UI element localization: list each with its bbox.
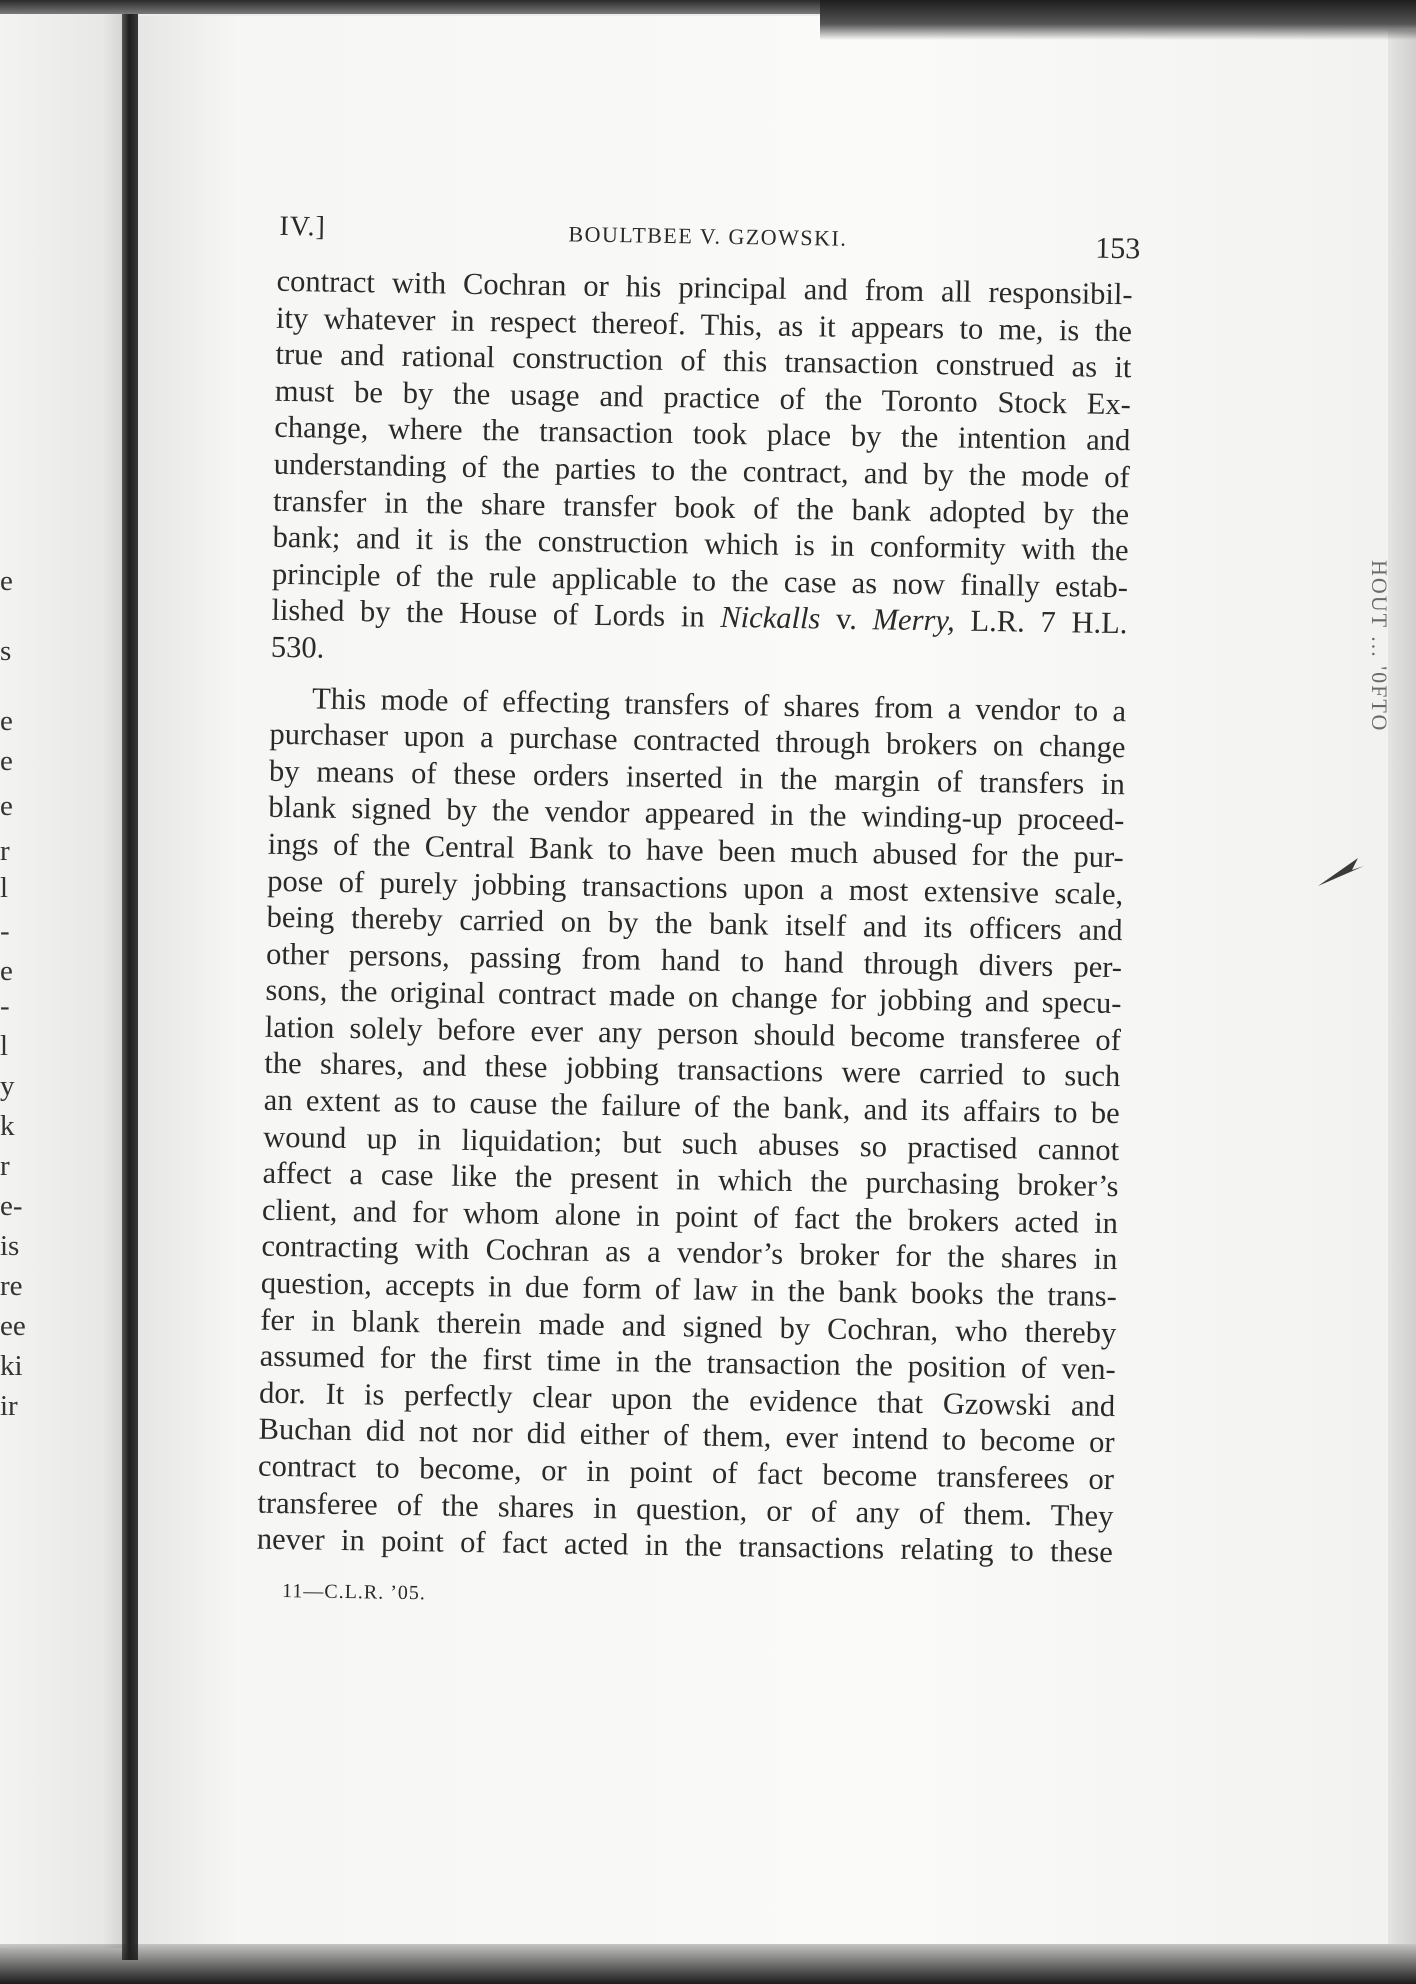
paragraph-2 bbox=[257, 679, 1127, 1571]
running-title: BOULTBEE V. GZOWSKI. bbox=[568, 221, 848, 251]
text-line: client, and for whom alone in point of fact the brokers acted in bbox=[261, 1192, 1119, 1240]
facing-fragment: e bbox=[0, 790, 13, 822]
text-line: lation solely before ever any person should become transferee of bbox=[264, 1009, 1122, 1058]
page-number: 153 bbox=[1095, 231, 1141, 266]
facing-fragment: - bbox=[0, 915, 10, 947]
facing-fragment: e bbox=[0, 705, 13, 737]
facing-fragment: y bbox=[0, 1070, 15, 1102]
text-line: question, accepts in due form of law in the bank books the trans- bbox=[260, 1265, 1118, 1314]
citation-lead: lished by the House of Lords in bbox=[271, 593, 721, 635]
text-line: transferee of the shares in question, or of any of them. They bbox=[257, 1485, 1114, 1533]
text-line: dor. It is perfectly clear upon the evidence that Gzowski and bbox=[258, 1375, 1116, 1423]
facing-fragment: re bbox=[0, 1270, 23, 1302]
text-line: assumed for the first time in the transaction the position of ven- bbox=[259, 1338, 1116, 1387]
text-line: blank signed by the vendor appeared in the winding-up proceed- bbox=[268, 790, 1125, 838]
text-line: never in point of fact acted in the transactions relating to these bbox=[256, 1521, 1114, 1570]
book-spine bbox=[122, 0, 138, 1960]
case-name-plaintiff: Nickalls bbox=[720, 600, 821, 636]
page-edge bbox=[1388, 30, 1416, 1944]
facing-fragment: e bbox=[0, 565, 13, 597]
facing-fragment: - bbox=[0, 990, 10, 1022]
facing-fragment: e- bbox=[0, 1190, 23, 1222]
bleed-through-text: HOUT ... '0FTO bbox=[1367, 560, 1392, 733]
text-line: transfer in the share transfer book of the bank adopted by the bbox=[272, 483, 1130, 531]
facing-page bbox=[0, 8, 128, 1948]
scan-border-top-right bbox=[820, 0, 1416, 40]
facing-fragment: ki bbox=[0, 1350, 23, 1382]
facing-fragment: k bbox=[0, 1110, 15, 1142]
facing-fragment: r bbox=[0, 1150, 10, 1182]
text-line: ings of the Central Bank to have been much abused for the pur- bbox=[267, 826, 1124, 875]
law-report-citation: L.R. 7 H.L. bbox=[954, 603, 1128, 641]
paragraph-1 bbox=[271, 263, 1133, 679]
text-line: wound up in liquidation; but such abuses so practised cannot bbox=[262, 1119, 1120, 1167]
ink-mark bbox=[1312, 840, 1372, 900]
text-line: fer in blank therein made and signed by Cochran, who thereby bbox=[260, 1302, 1117, 1350]
text-line: being thereby carried on by the bank itself and its officers and bbox=[266, 899, 1123, 948]
text-line: understanding of the parties to the contract, and by the mode of bbox=[273, 446, 1130, 495]
text-line: 530. bbox=[270, 629, 325, 665]
facing-fragment: ir bbox=[0, 1390, 18, 1422]
signature-mark: 11—C.L.R. ’05. bbox=[281, 1579, 427, 1605]
chapter-marker: IV.] bbox=[279, 210, 327, 243]
facing-fragment: is bbox=[0, 1230, 20, 1262]
text-line: bank; and it is the construction which is in conformity with the bbox=[272, 519, 1129, 568]
case-versus: v. bbox=[820, 601, 873, 637]
text-line: other persons, passing from hand to hand through divers per- bbox=[265, 936, 1123, 984]
text-line: contract with Cochran or his principal and from all responsibil- bbox=[276, 263, 1133, 312]
text-line: the shares, and these jobbing transactions were carried to such bbox=[264, 1046, 1121, 1094]
text-line: contracting with Cochran as a vendor’s broker for the shares in bbox=[261, 1229, 1118, 1277]
facing-fragment: r bbox=[0, 835, 10, 867]
text-line: change, where the transaction took place by the intention and bbox=[274, 410, 1131, 458]
facing-fragment: l bbox=[0, 1030, 9, 1062]
text-line: contract to become, or in point of fact become transferees or bbox=[257, 1448, 1115, 1497]
text-line: an extent as to cause the failure of the bank, and its affairs to be bbox=[263, 1082, 1120, 1131]
facing-fragment: e bbox=[0, 955, 13, 987]
text-line: must be by the usage and practice of the Toronto Stock Ex- bbox=[274, 373, 1132, 422]
text-line: Buchan did not nor did either of them, ever intend to become or bbox=[258, 1412, 1115, 1460]
facing-fragment: s bbox=[0, 635, 12, 667]
text-line: sons, the original contract made on change for jobbing and specu- bbox=[265, 973, 1122, 1021]
case-name-defendant: Merry, bbox=[872, 602, 956, 638]
text-line: by means of these orders inserted in the margin of transfers in bbox=[268, 753, 1126, 801]
text-line: principle of the rule applicable to the case as now finally estab- bbox=[271, 556, 1129, 604]
facing-fragment: e bbox=[0, 745, 13, 777]
text-line: true and rational construction of this transaction construed as it bbox=[275, 336, 1132, 385]
text-line: pose of purely jobbing transactions upon a most extensive scale, bbox=[266, 863, 1124, 911]
text-line: affect a case like the present in which the purchasing broker’s bbox=[262, 1155, 1119, 1204]
facing-fragment: ee bbox=[0, 1310, 26, 1342]
text-line: purchaser upon a purchase contracted through brokers on change bbox=[269, 716, 1126, 765]
scan-border-bottom bbox=[0, 1944, 1416, 1984]
text-line: This mode of effecting transfers of shares from a vendor to a bbox=[311, 680, 1127, 728]
text-line: ity whatever in respect thereof. This, as it appears to me, is the bbox=[275, 300, 1133, 348]
facing-fragment: l bbox=[0, 872, 9, 904]
printed-page bbox=[204, 196, 1146, 1616]
